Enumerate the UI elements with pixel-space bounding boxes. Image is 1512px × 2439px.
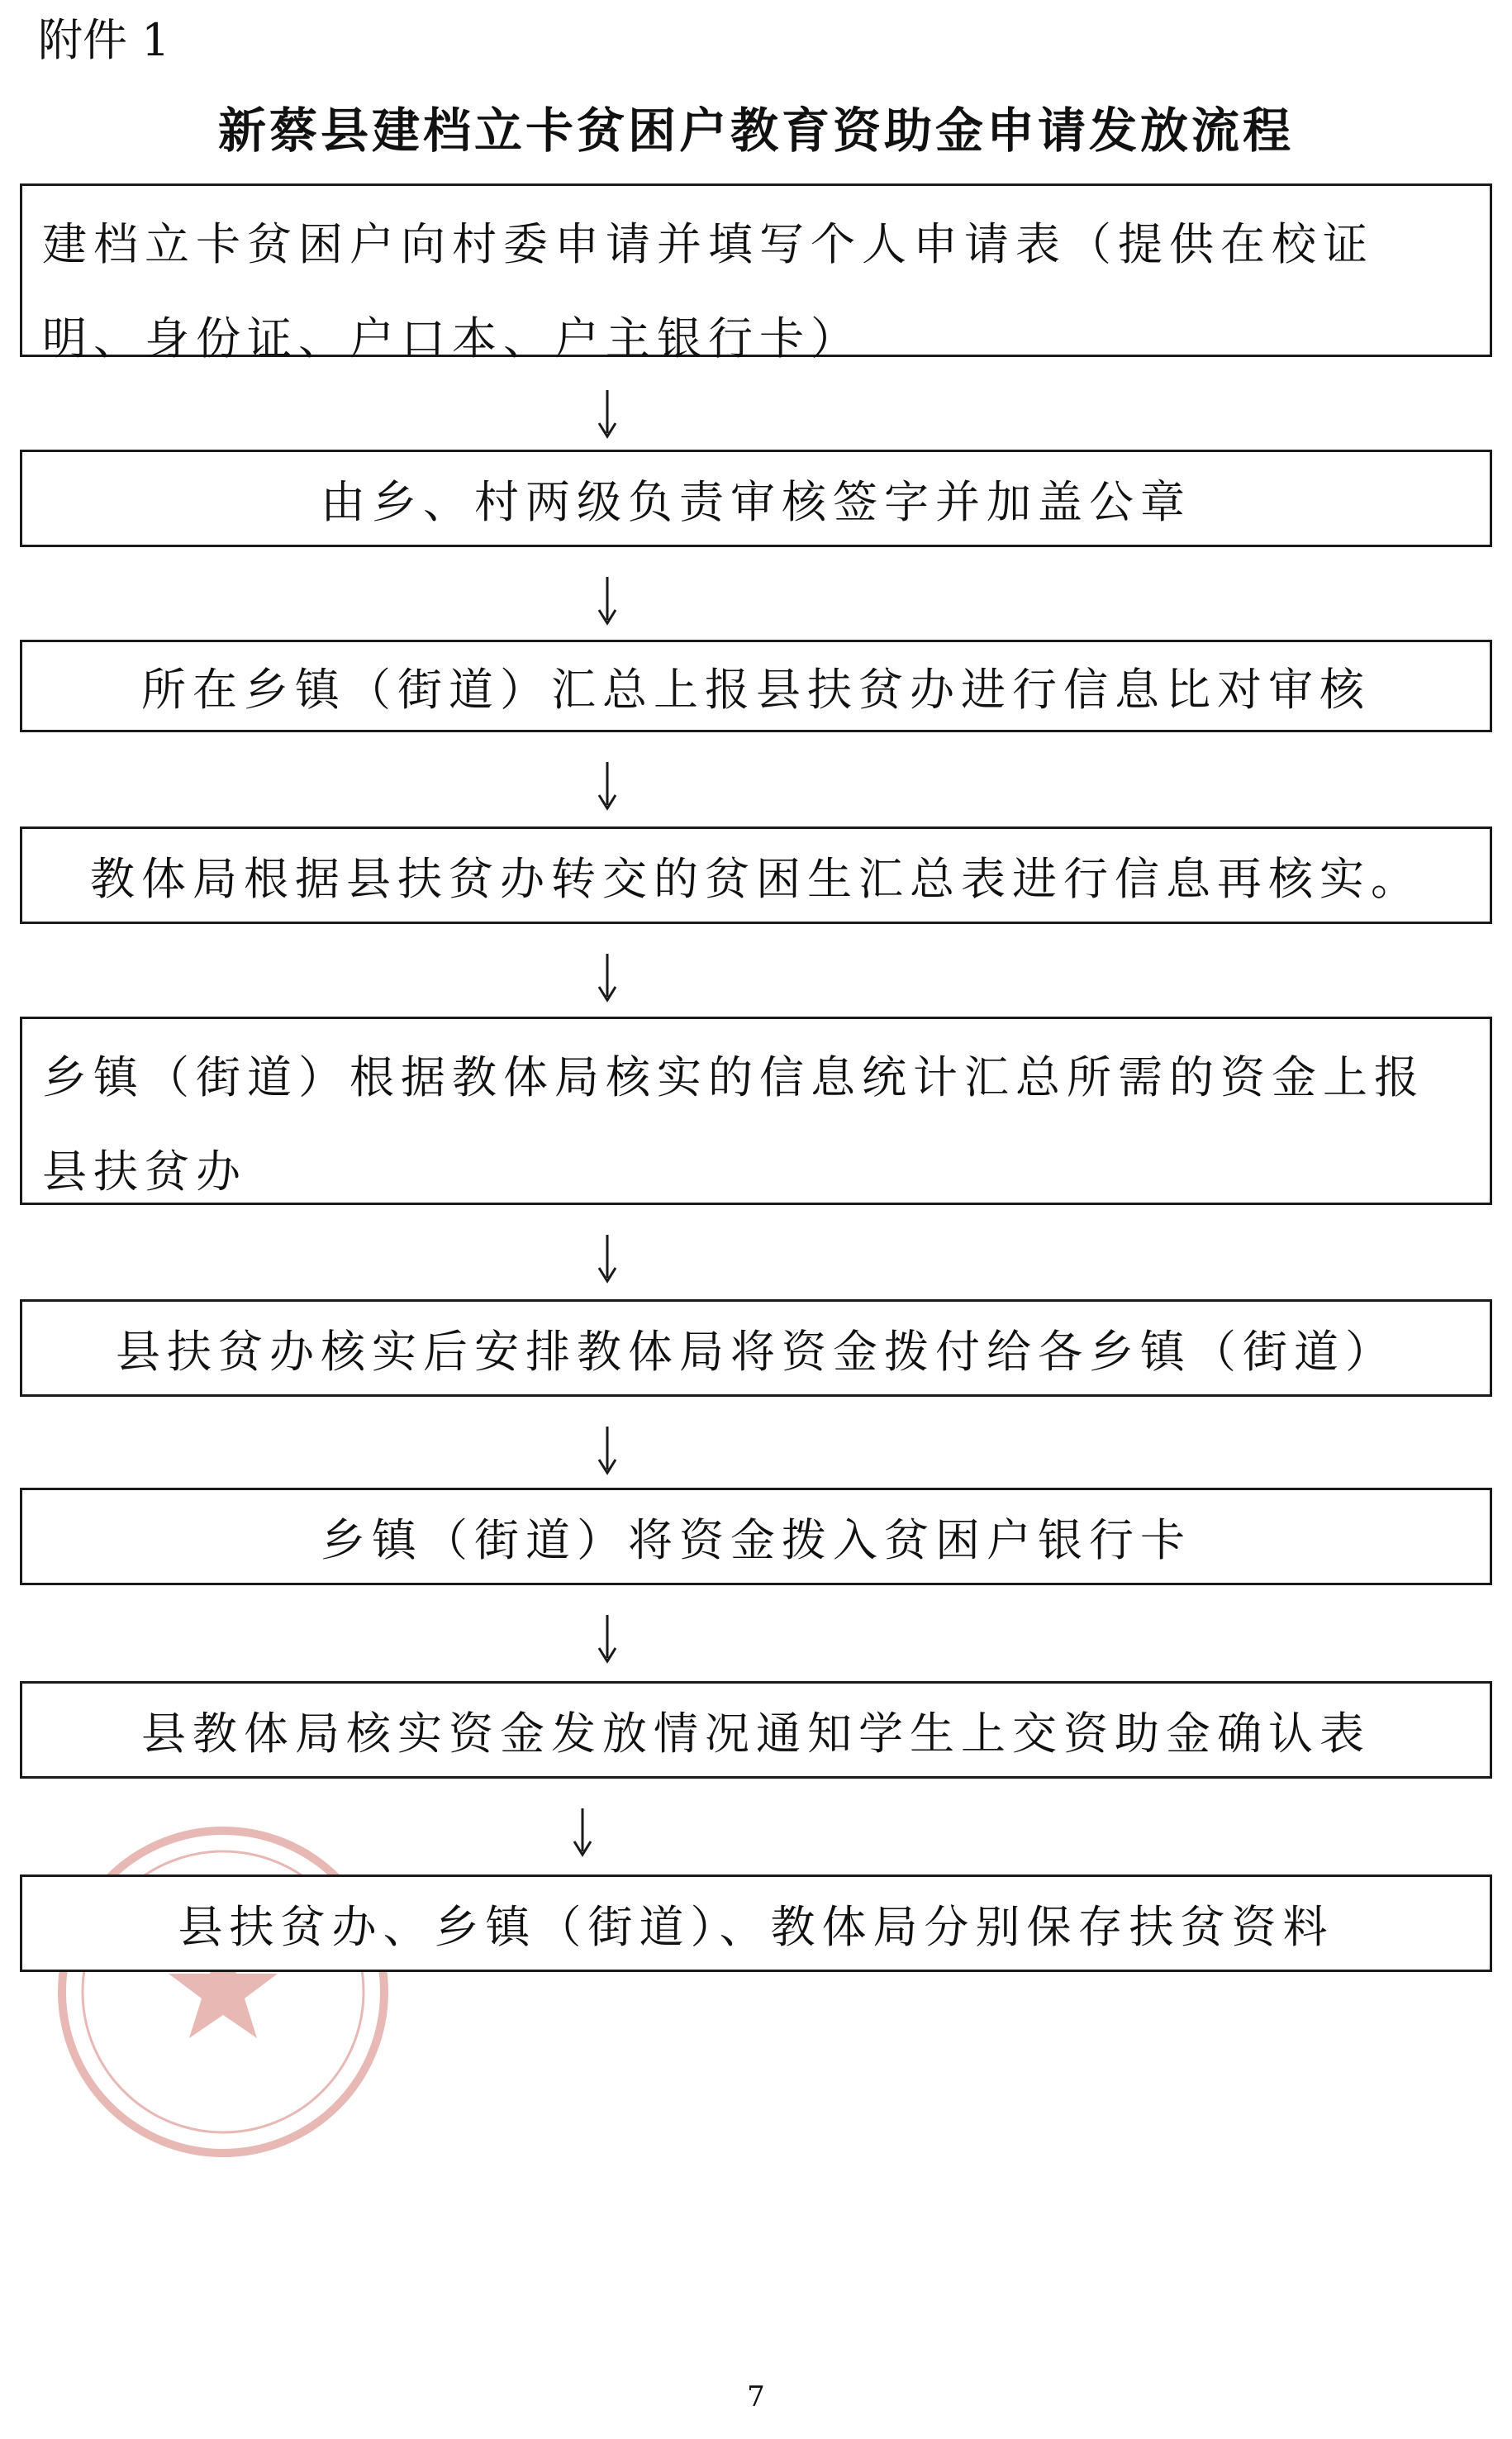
flow-step-5-text: 乡镇（街道）根据教体局核实的信息统计汇总所需的资金上报县扶贫办 bbox=[42, 1051, 1425, 1198]
down-arrow-icon bbox=[595, 1235, 620, 1284]
flow-arrow-3 bbox=[595, 762, 620, 812]
flow-arrow-4 bbox=[595, 954, 620, 1003]
flow-step-9-text: 县扶贫办、乡镇（街道）、教体局分别保存扶贫资料 bbox=[178, 1900, 1334, 1953]
flow-arrow-6 bbox=[595, 1427, 620, 1476]
flow-arrow-1 bbox=[595, 390, 620, 440]
flow-arrow-8 bbox=[570, 1808, 595, 1858]
flow-step-8-text: 县教体局核实资金发放情况通知学生上交资助金确认表 bbox=[141, 1707, 1371, 1760]
flow-step-9 bbox=[20, 1875, 1492, 1972]
flow-step-3 bbox=[20, 640, 1492, 732]
down-arrow-icon bbox=[595, 1615, 620, 1665]
flow-step-6-text: 县扶贫办核实后安排教体局将资金拨付给各乡镇（街道） bbox=[116, 1325, 1396, 1378]
down-arrow-icon bbox=[570, 1808, 595, 1858]
flow-step-6 bbox=[20, 1299, 1492, 1397]
document-title: 新蔡县建档立卡贫困户教育资助金申请发放流程 bbox=[217, 102, 1294, 159]
down-arrow-icon bbox=[595, 954, 620, 1003]
page-number: 7 bbox=[747, 2380, 765, 2413]
flow-step-8 bbox=[20, 1681, 1492, 1779]
down-arrow-icon bbox=[595, 762, 620, 812]
flow-step-1-text: 建档立卡贫困户向村委申请并填写个人申请表（提供在校证明、身份证、户口本、户主银行卡） bbox=[42, 218, 1374, 364]
flow-step-5 bbox=[20, 1017, 1492, 1205]
down-arrow-icon bbox=[595, 577, 620, 626]
flow-step-3-text: 所在乡镇（街道）汇总上报县扶贫办进行信息比对审核 bbox=[141, 663, 1371, 716]
flow-step-7 bbox=[20, 1488, 1492, 1585]
flow-step-4-text: 教体局根据县扶贫办转交的贫困生汇总表进行信息再核实。 bbox=[90, 852, 1422, 905]
down-arrow-icon bbox=[595, 1427, 620, 1476]
attachment-label: 附件 1 bbox=[38, 14, 170, 66]
seal-stamp-icon bbox=[50, 1818, 397, 2165]
flow-step-1 bbox=[20, 183, 1492, 364]
flow-step-4 bbox=[20, 826, 1492, 924]
flow-arrow-2 bbox=[595, 577, 620, 626]
flow-arrow-7 bbox=[595, 1615, 620, 1665]
down-arrow-icon bbox=[595, 390, 620, 440]
flow-step-2-text: 由乡、村两级负责审核签字并加盖公章 bbox=[321, 475, 1191, 528]
flow-arrow-5 bbox=[595, 1235, 620, 1284]
flow-step-7-text: 乡镇（街道）将资金拨入贫困户银行卡 bbox=[321, 1513, 1191, 1566]
flow-step-2 bbox=[20, 450, 1492, 547]
